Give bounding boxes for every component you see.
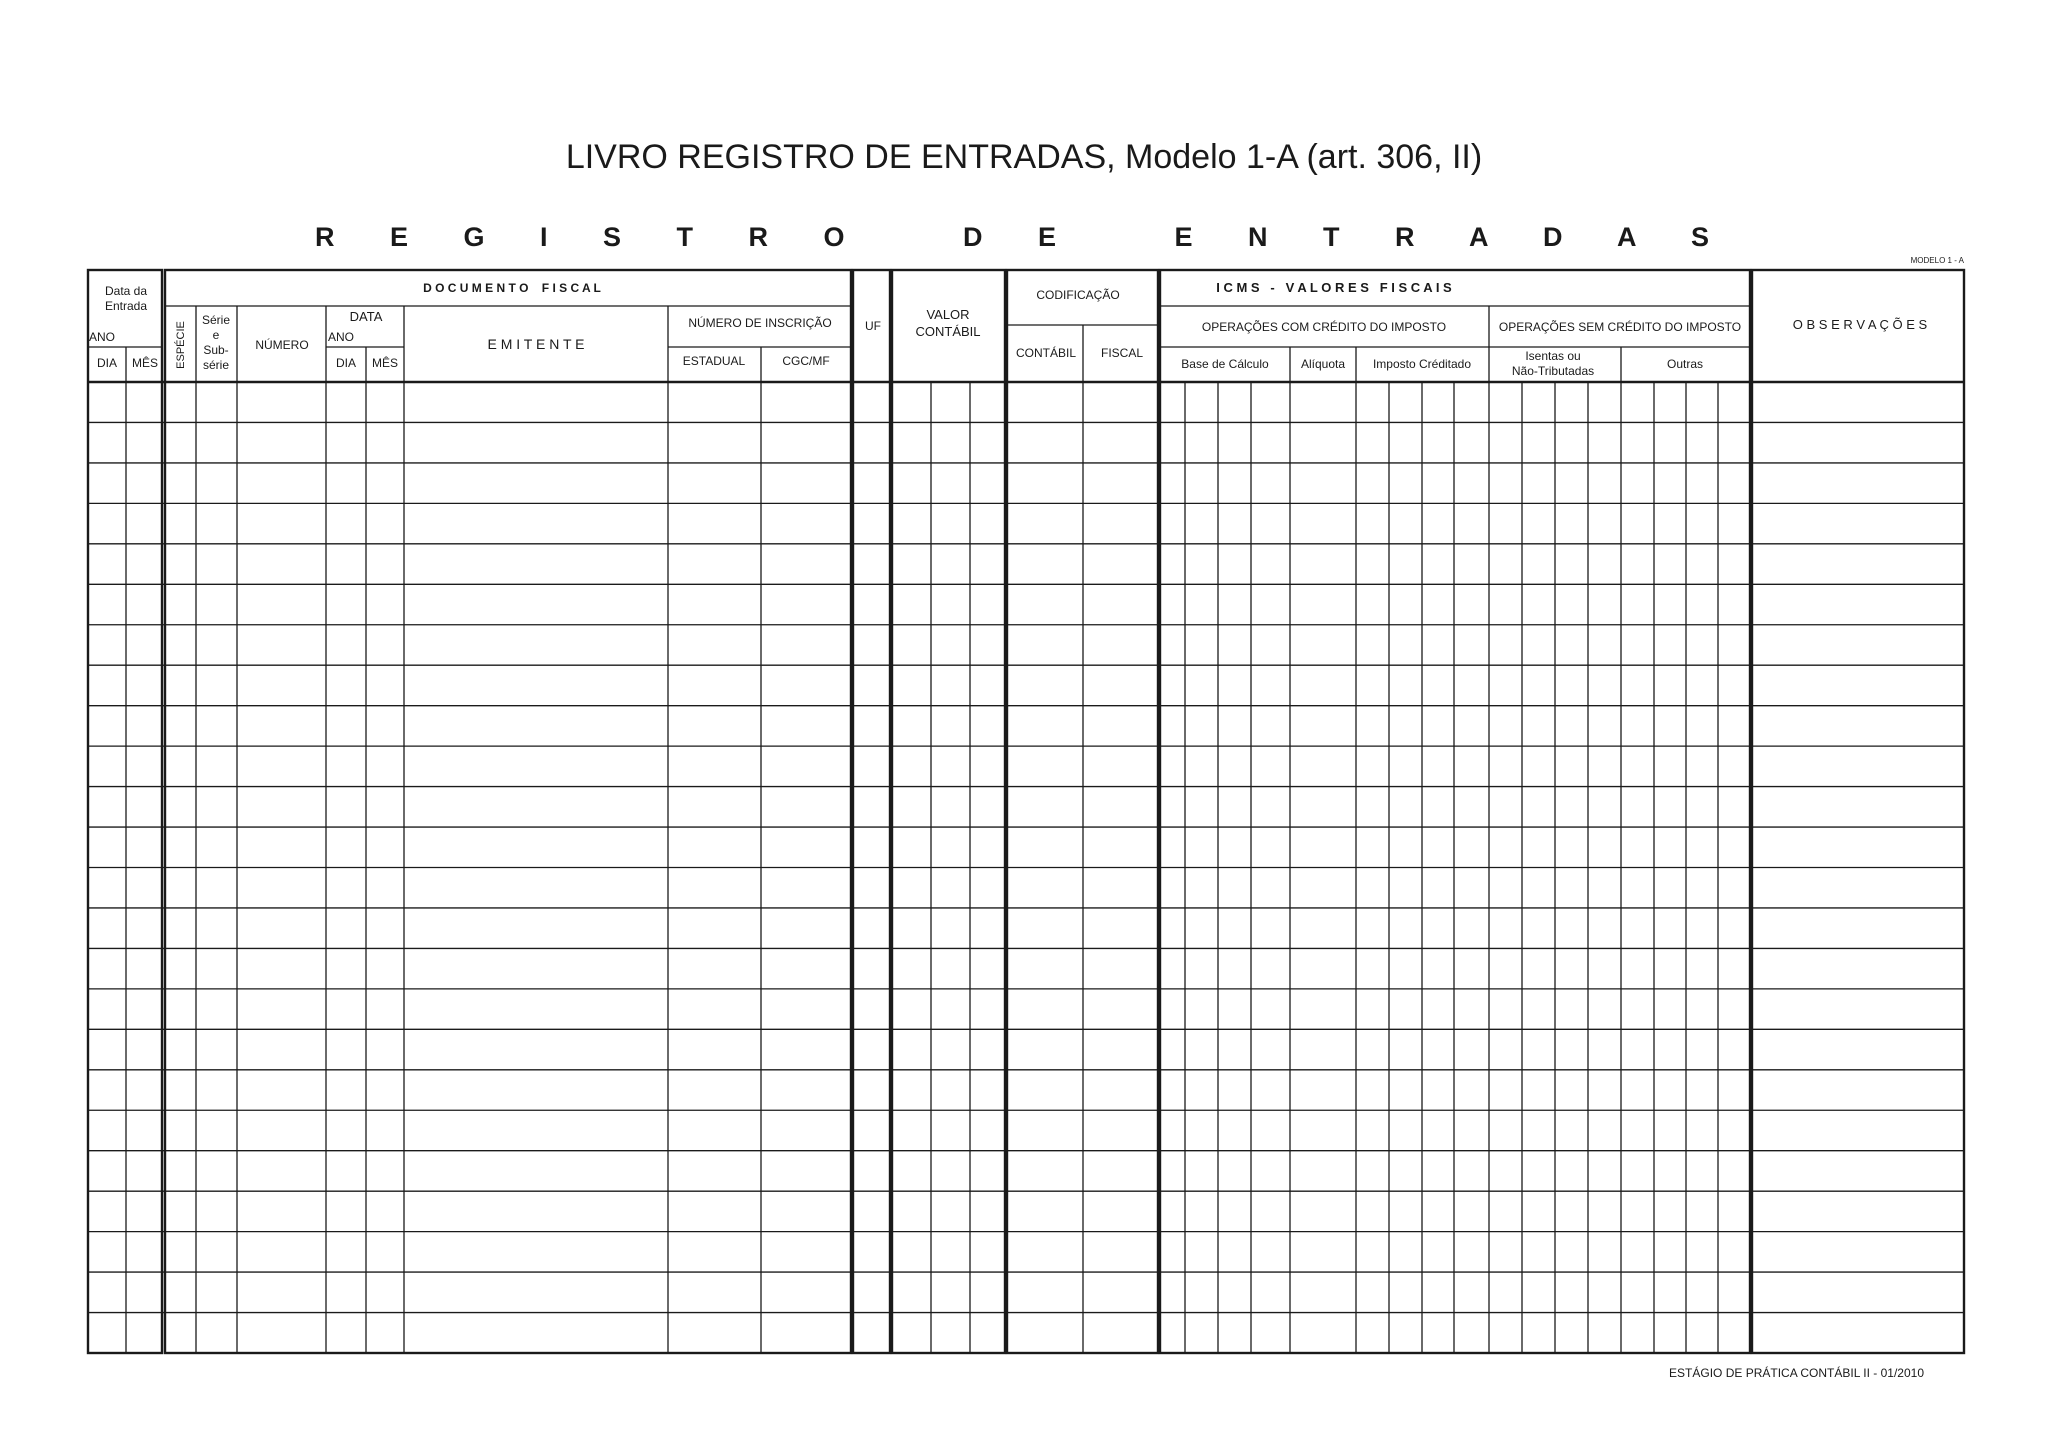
isentas-label-line2: Não-Tributadas xyxy=(1511,364,1595,378)
op-sem-credito-label: OPERAÇÕES SEM CRÉDITO DO IMPOSTO xyxy=(1498,320,1742,334)
entrada-mes-label: MÊS xyxy=(131,356,159,370)
estadual-label: ESTADUAL xyxy=(682,354,746,368)
base-calculo-label: Base de Cálculo xyxy=(1181,357,1269,371)
emitente-label: E M I T E N T E xyxy=(487,336,585,352)
valor-label: VALOR xyxy=(926,307,970,322)
serie-label-line2: e xyxy=(212,328,220,342)
doc-dia-label: DIA xyxy=(335,356,357,370)
aliquota-label: Alíquota xyxy=(1300,357,1346,371)
numero-label: NÚMERO xyxy=(255,338,309,352)
entrada-dia-label: DIA xyxy=(96,356,118,370)
op-com-credito-label: OPERAÇÕES COM CRÉDITO DO IMPOSTO xyxy=(1201,320,1447,334)
footer-note: ESTÁGIO DE PRÁTICA CONTÁBIL II - 01/2010 xyxy=(1669,1366,1924,1380)
especie-label: ESPÉCIE xyxy=(175,321,187,369)
uf-label: UF xyxy=(865,319,881,333)
codificacao-label: CODIFICAÇÃO xyxy=(1036,288,1120,302)
data-entrada-label-line2: Entrada xyxy=(104,299,148,313)
imposto-creditado-label: Imposto Créditado xyxy=(1372,357,1472,371)
doc-mes-label: MÊS xyxy=(371,356,399,370)
serie-label-line1: Série xyxy=(201,313,231,327)
entrada-ano-label: ANO xyxy=(89,330,116,344)
serie-label-line4: série xyxy=(202,358,230,372)
outras-label: Outras xyxy=(1666,357,1704,371)
isentas-label-line1: Isentas ou xyxy=(1525,349,1581,363)
doc-data-label: DATA xyxy=(349,309,383,324)
model-tag: MODELO 1 - A xyxy=(1910,256,1964,265)
codificacao-fiscal-label: FISCAL xyxy=(1100,346,1144,360)
ledger-grid-lines xyxy=(88,306,1964,1353)
book-title: LIVRO REGISTRO DE ENTRADAS, Modelo 1-A (art. 306, II) xyxy=(565,138,1483,176)
icms-valores-fiscais-heading: I C M S - V A L O R E S F I S C A I S xyxy=(1216,280,1452,295)
ledger-header-labels xyxy=(89,280,1928,378)
codificacao-contabil-label: CONTÁBIL xyxy=(1015,346,1077,360)
doc-ano-label: ANO xyxy=(328,330,355,344)
valor-contabil-label: CONTÁBIL xyxy=(915,324,981,339)
register-heading: R E G I S T R O D E E N T R A D A S xyxy=(314,222,1734,252)
numero-inscricao-label: NÚMERO DE INSCRIÇÃO xyxy=(688,316,832,330)
serie-label-line3: Sub- xyxy=(203,343,229,357)
cgc-mf-label: CGC/MF xyxy=(782,354,830,368)
observacoes-label: O B S E R V A Ç Õ E S xyxy=(1792,317,1928,332)
documento-fiscal-heading: D O C U M E N T O F I S C A L xyxy=(423,281,601,295)
data-entrada-label-line1: Data da xyxy=(104,284,148,298)
